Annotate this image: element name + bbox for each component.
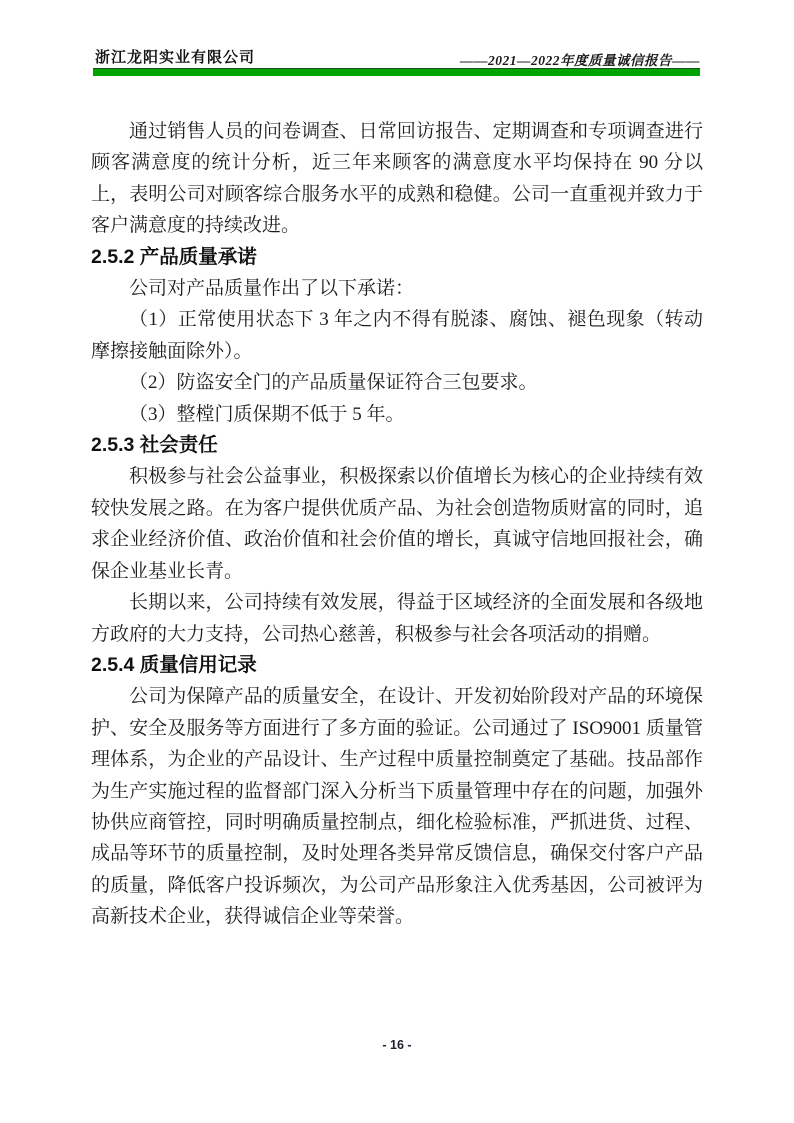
paragraph-social-responsibility-2: 长期以来，公司持续有效发展，得益于区域经济的全面发展和各级地方政府的大力支持，公司热心慈善，积极参与社会各项活动的捐赠。 (91, 592, 703, 645)
paragraph-commitment-intro: 公司对产品质量作出了以下承诺： (129, 278, 415, 300)
section-heading-2-5-4: 2.5.4 质量信用记录 (91, 653, 257, 676)
report-title: ——2021—2022年度质量诚信报告—— (460, 53, 700, 68)
paragraph-commitment-item-3: （3）整樘门质保期不低于 5 年。 (129, 403, 405, 425)
header-divider-rule (93, 68, 700, 76)
paragraph-customer-satisfaction: 通过销售人员的问卷调查、日常回访报告、定期调查和专项调查进行顾客满意度的统计分析，近三年来顾客的满意度水平均保持在 90 分以上，表明公司对顾客综合服务水平的成熟和稳健。公司一直重视并致力于客户满意度的持续改进。 (91, 121, 703, 237)
paragraph-quality-credit-record: 公司为保障产品的质量安全，在设计、开发初始阶段对产品的环境保护、安全及服务等方面进行了多方面的验证。公司通过了 ISO9001 质量管理体系，为企业的产品设计、生产过程中质量控制奠定了基础。技品部作为生产实施过程的监督部门深入分析当下质量管理中存在的问题，加强外协供应商管控，同时明确质量控制点，细化检验标准，严抓进货、过程、成品等环节的质量控制，及时处理各类异常反馈信息，确保交付客户产品的质量，降低客户投诉频次，为公司产品形象注入优秀基因，公司被评为高新技术企业，获得诚信企业等荣誉。 (91, 686, 703, 928)
page-footer (0, 1038, 794, 1052)
company-name: 浙江龙阳实业有限公司 (95, 49, 256, 66)
section-heading-2-5-3: 2.5.3 社会责任 (91, 434, 218, 457)
paragraph-commitment-item-1: （1）正常使用状态下 3 年之内不得有脱漆、腐蚀、褪色现象（转动摩擦接触面除外）。 (91, 309, 703, 362)
paragraph-social-responsibility-1: 积极参与社会公益事业，积极探索以价值增长为核心的企业持续有效较快发展之路。在为客户提供优质产品、为社会创造物质财富的同时，追求企业经济价值、政治价值和社会价值的增长，真诚守信地回报社会，确保企业基业长青。 (91, 466, 703, 582)
paragraph-commitment-item-2: （2）防盗安全门的产品质量保证符合三包要求。 (129, 372, 538, 394)
section-heading-2-5-2: 2.5.2 产品质量承诺 (91, 245, 257, 268)
page-number: - 16 - (382, 1038, 412, 1052)
document-body (91, 116, 703, 933)
